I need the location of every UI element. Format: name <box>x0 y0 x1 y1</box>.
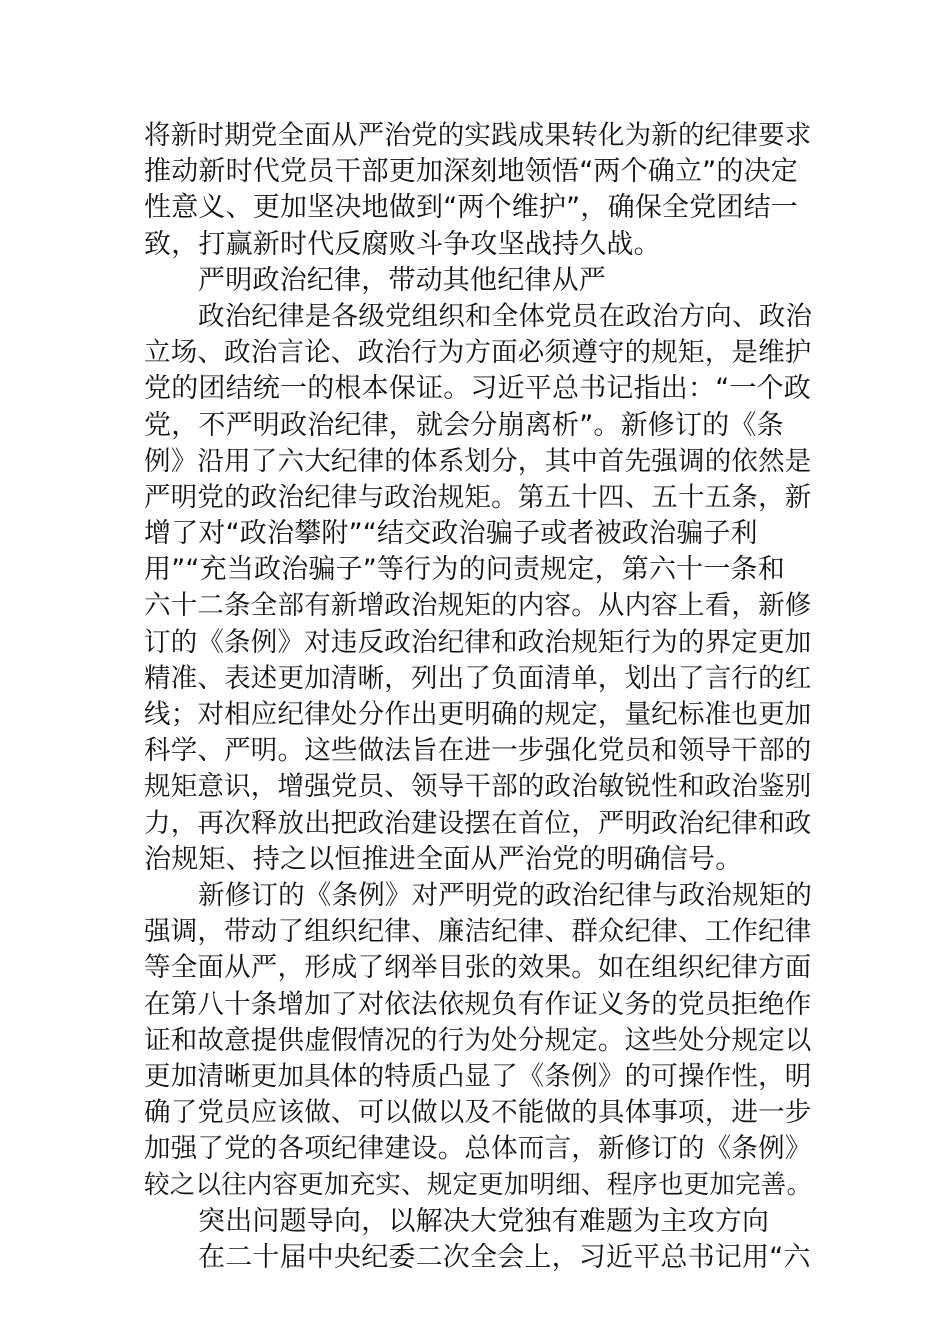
text-line: 治规矩、持之以恒推进全面从严治党的明确信号。 <box>144 843 743 875</box>
text-line: 六十二条全部有新增政治规矩的内容。从内容上看，新修 <box>144 590 812 622</box>
text-line: 精准、表述更加清晰，列出了负面清单，划出了言行的红 <box>144 662 812 694</box>
text-line: 加强了党的各项纪律建设。总体而言，新修订的《条例》 <box>144 1133 812 1165</box>
text-line: 在第八十条增加了对依法依规负有作证义务的党员拒绝作 <box>144 988 812 1020</box>
text-line: 确了党员应该做、可以做以及不能做的具体事项，进一步 <box>144 1097 812 1129</box>
text-line: 严明党的政治纪律与政治规矩。第五十四、五十五条，新 <box>144 481 812 513</box>
text-line: 用”“充当政治骗子”等行为的问责规定，第六十一条和 <box>144 554 785 586</box>
text-line: 致，打赢新时代反腐败斗争攻坚战持久战。 <box>144 228 661 260</box>
text-line: 等全面从严，形成了纲举目张的效果。如在组织纪律方面 <box>144 952 812 984</box>
text-line: 线；对相应纪律处分作出更明确的规定，量纪标准也更加 <box>144 699 812 730</box>
text-line: 例》沿用了六大纪律的体系划分，其中首先强调的依然是 <box>144 445 812 477</box>
text-line: 党的团结统一的根本保证。习近平总书记指出：“一个政 <box>144 373 811 405</box>
text-line: 增了对“政治攀附”“结交政治骗子或者被政治骗子利 <box>144 518 758 550</box>
text-line: 在二十届中央纪委二次全会上，习近平总书记用“六 <box>198 1241 811 1273</box>
text-line: 力，再次释放出把政治建设摆在首位，严明政治纪律和政 <box>144 807 812 839</box>
text-line: 党，不严明政治纪律，就会分崩离析”。新修订的《条 <box>144 409 784 441</box>
text-line: 较之以往内容更加充实、规定更加明细、程序也更加完善。 <box>144 1170 813 1201</box>
text-line: 政治纪律是各级党组织和全体党员在政治方向、政治 <box>198 300 813 332</box>
text-line: 突出问题导向，以解决大党独有难题为主攻方向 <box>198 1205 770 1237</box>
text-line: 强调，带动了组织纪律、廉洁纪律、群众纪律、工作纪律 <box>144 916 812 948</box>
text-line: 严明政治纪律，带动其他纪律从严 <box>198 264 606 296</box>
text-line: 科学、严明。这些做法旨在进一步强化党员和领导干部的 <box>144 735 812 767</box>
text-line: 规矩意识，增强党员、领导干部的政治敏锐性和政治鉴别 <box>144 771 812 803</box>
text-line: 更加清晰更加具体的特质凸显了《条例》的可操作性，明 <box>144 1060 812 1092</box>
text-line: 推动新时代党员干部更加深刻地领悟“两个确立”的决定 <box>144 156 798 188</box>
text-line: 立场、政治言论、政治行为方面必须遵守的规矩，是维护 <box>144 337 812 369</box>
text-line: 性意义、更加坚决地做到“两个维护”，确保全党团结一 <box>144 192 798 224</box>
text-line: 证和故意提供虚假情况的行为处分规定。这些处分规定以 <box>144 1024 812 1056</box>
text-line: 将新时期党全面从严治党的实践成果转化为新的纪律要求 <box>144 120 812 151</box>
document-body <box>144 118 814 1276</box>
text-line: 新修订的《条例》对严明党的政治纪律与政治规矩的 <box>198 879 813 911</box>
text-line: 订的《条例》对违反政治纪律和政治规矩行为的界定更加 <box>144 626 812 658</box>
